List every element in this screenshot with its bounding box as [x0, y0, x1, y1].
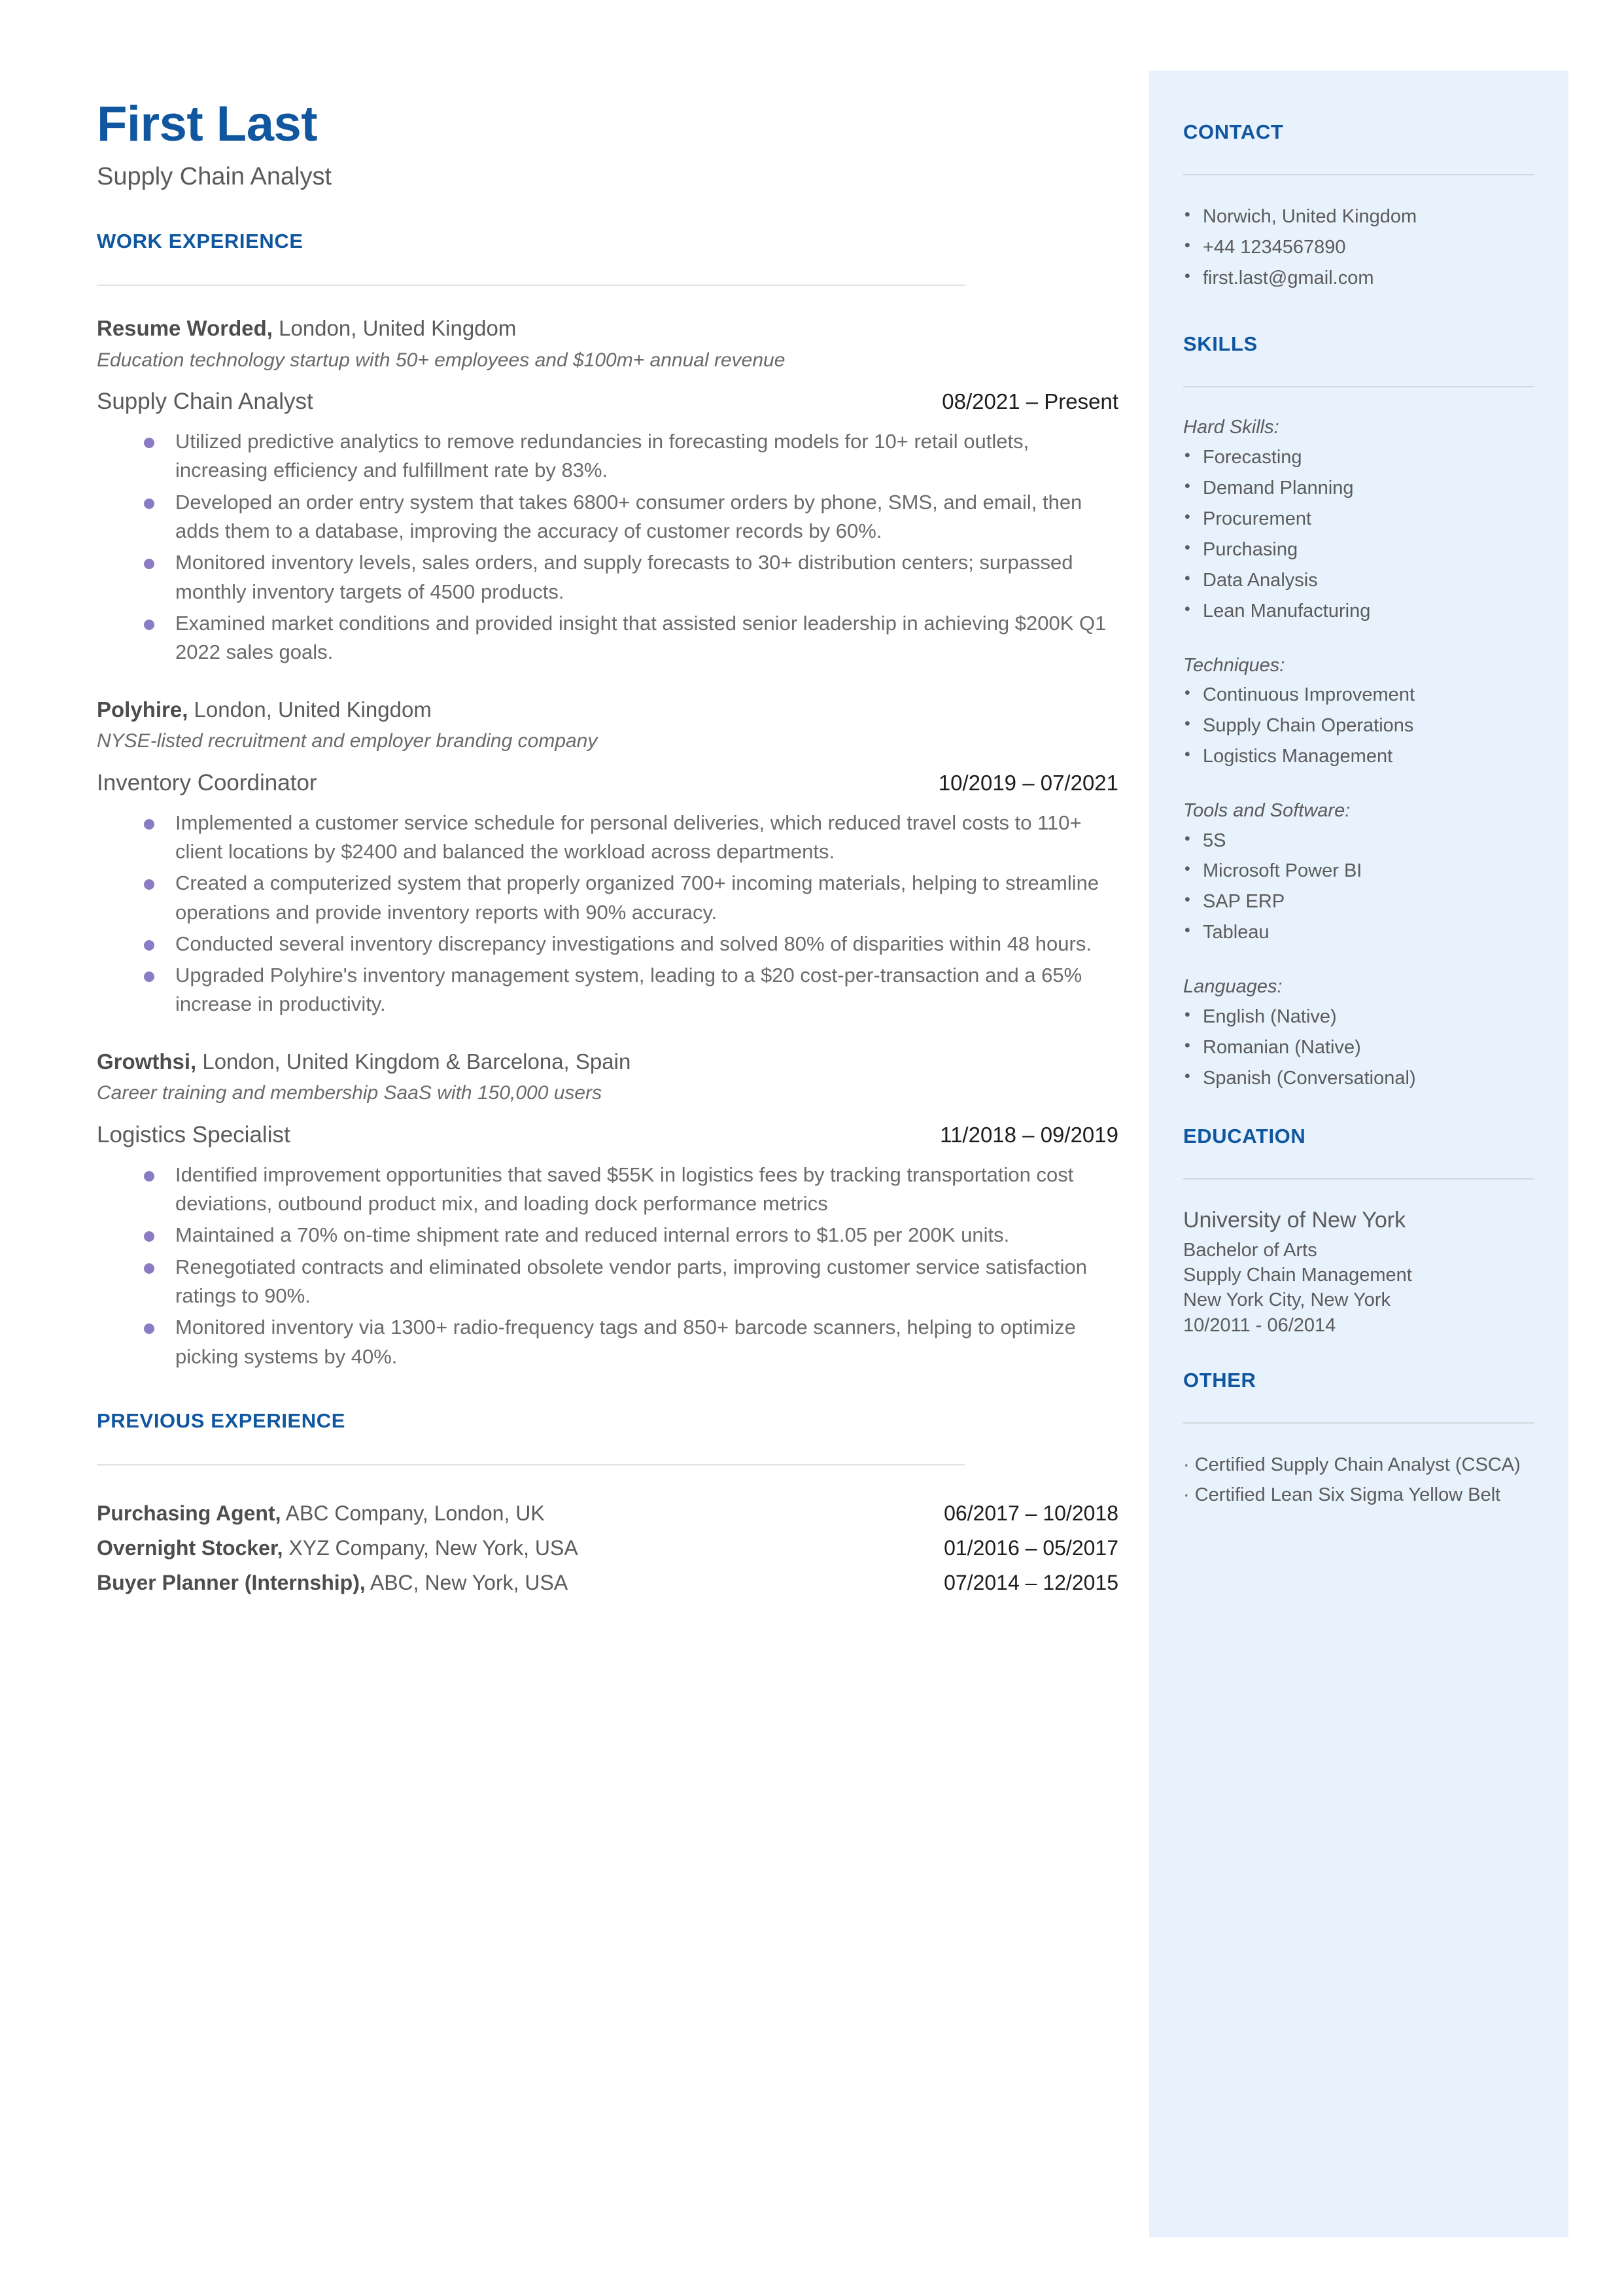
job-company-description: NYSE-listed recruitment and employer branding company: [97, 730, 598, 752]
job-company-line: [97, 315, 1118, 342]
contact-list: [1183, 201, 1534, 294]
education-section: [1183, 1124, 1534, 1338]
skill-item: • Spanish (Conversational): [1183, 1063, 1534, 1094]
skill-group-label: Languages:: [1183, 976, 1283, 998]
previous-experience-row: [97, 1569, 1118, 1597]
skill-item: • Lean Manufacturing: [1183, 596, 1534, 627]
skill-item: • Logistics Management: [1183, 741, 1534, 772]
skill-item: • Continuous Improvement: [1183, 680, 1534, 710]
job-company-line: [97, 1048, 1118, 1075]
job-title: Supply Chain Analyst: [97, 389, 313, 415]
skill-item: • Romanian (Native): [1183, 1032, 1534, 1063]
skill-group-label: Techniques:: [1183, 654, 1285, 676]
other-divider: [1183, 1422, 1534, 1424]
other-item: · Certified Lean Six Sigma Yellow Belt: [1183, 1484, 1501, 1506]
skill-item: • Data Analysis: [1183, 565, 1534, 596]
skills-section: [1183, 332, 1534, 1094]
job-company-description: Career training and membership SaaS with 150,000 users: [97, 1082, 602, 1104]
skill-group-hard-skills: [1183, 413, 1534, 626]
job-entry: [97, 315, 1118, 667]
job-title-row: [97, 1121, 1118, 1149]
previous-role-line: [97, 1569, 568, 1597]
skill-list: [1183, 826, 1534, 949]
job-title-row: [97, 769, 1118, 797]
job-bullet: Created a computerized system that properly organized 700+ incoming materials, helping to streamline operations and provide inventory reports with 90% accuracy.: [144, 869, 1118, 927]
contact-divider: [1183, 174, 1534, 175]
spacer: [1183, 1094, 1534, 1124]
skills-divider: [1183, 386, 1534, 387]
contact-item-email: • first.last@gmail.com: [1183, 263, 1534, 294]
other-heading: OTHER: [1183, 1368, 1256, 1392]
job-bullet: Utilized predictive analytics to remove redundancies in forecasting models for 10+ retail outlets, increasing efficiency and fulfillment rate by 83%.: [144, 427, 1118, 485]
job-bullet-list: [97, 427, 1118, 667]
contact-section: [1183, 120, 1534, 294]
skill-item: • Procurement: [1183, 504, 1534, 534]
previous-role-detail: ABC, New York, USA: [365, 1571, 568, 1595]
contact-item-location: • Norwich, United Kingdom: [1183, 201, 1534, 232]
skill-item: • English (Native): [1183, 1002, 1534, 1032]
job-bullet-list: [97, 1161, 1118, 1371]
job-title-row: [97, 388, 1118, 415]
previous-role-dates: 07/2014 – 12/2015: [944, 1571, 1118, 1595]
education-divider: [1183, 1178, 1534, 1180]
skill-group-tools-and-software: [1183, 797, 1534, 948]
skill-list: [1183, 680, 1534, 772]
job-bullet: Maintained a 70% on-time shipment rate and reduced internal errors to $1.05 per 200K units.: [144, 1221, 1118, 1250]
job-bullet: Identified improvement opportunities that saved $55K in logistics fees by tracking transportation cost deviations, outbound product mix, and loading dock performance metrics: [144, 1161, 1118, 1219]
job-company-line: [97, 696, 1118, 723]
skill-item: • Demand Planning: [1183, 473, 1534, 504]
education-field: Supply Chain Management: [1183, 1265, 1412, 1286]
education-location: New York City, New York: [1183, 1289, 1391, 1311]
previous-experience-heading: PREVIOUS EXPERIENCE: [97, 1409, 346, 1432]
education-school: University of New York: [1183, 1207, 1406, 1233]
previous-role-title: Purchasing Agent,: [97, 1501, 281, 1525]
previous-experience-list: [97, 1499, 1118, 1598]
skill-group-techniques: [1183, 652, 1534, 772]
job-bullet: Monitored inventory via 1300+ radio-frequency tags and 850+ barcode scanners, helping to optimize picking systems by 40%.: [144, 1313, 1118, 1371]
skill-item: • 5S: [1183, 826, 1534, 856]
skill-item: • Microsoft Power BI: [1183, 856, 1534, 886]
job-bullet: Developed an order entry system that takes 6800+ consumer orders by phone, SMS, and email, then adds them to a database, improving the accuracy of customer records by 60%.: [144, 488, 1118, 546]
previous-role-detail: XYZ Company, New York, USA: [283, 1536, 578, 1560]
skill-group-label: Hard Skills:: [1183, 417, 1279, 438]
skill-item: • Forecasting: [1183, 442, 1534, 473]
previous-experience-divider: [97, 1464, 965, 1465]
previous-role-line: [97, 1499, 545, 1528]
education-dates: 10/2011 - 06/2014: [1183, 1314, 1336, 1336]
previous-role-detail: ABC Company, London, UK: [281, 1501, 545, 1525]
job-company-description: Education technology startup with 50+ employees and $100m+ annual revenue: [97, 349, 786, 371]
previous-experience-row: [97, 1534, 1118, 1562]
previous-role-title: Overnight Stocker,: [97, 1536, 283, 1560]
job-company-name: Resume Worded,: [97, 316, 273, 341]
skills-heading: SKILLS: [1183, 332, 1258, 356]
previous-role-dates: 01/2016 – 05/2017: [944, 1536, 1118, 1560]
page-title: First Last: [97, 96, 318, 152]
job-dates: 11/2018 – 09/2019: [940, 1122, 1118, 1147]
job-bullet-list: [97, 809, 1118, 1019]
previous-role-line: [97, 1534, 578, 1562]
job-bullet: Examined market conditions and provided insight that assisted senior leadership in achieving $200K Q1 2022 sales goals.: [144, 609, 1118, 667]
sidebar: [1149, 71, 1568, 2237]
job-entry: [97, 696, 1118, 1019]
job-title: Inventory Coordinator: [97, 769, 317, 796]
job-company-name: Polyhire,: [97, 697, 188, 722]
work-experience-heading: WORK EXPERIENCE: [97, 230, 303, 253]
job-bullet: Upgraded Polyhire's inventory management system, leading to a $20 cost-per-transaction and a 65% increase in productivity.: [144, 961, 1118, 1019]
work-experience-divider: [97, 285, 965, 286]
other-list: [1183, 1450, 1534, 1511]
job-title: Logistics Specialist: [97, 1121, 290, 1148]
contact-heading: CONTACT: [1183, 120, 1284, 143]
education-degree: Bachelor of Arts: [1183, 1239, 1317, 1261]
job-dates: 08/2021 – Present: [942, 389, 1118, 414]
other-item: · Certified Supply Chain Analyst (CSCA): [1183, 1454, 1521, 1476]
previous-role-dates: 06/2017 – 10/2018: [944, 1501, 1118, 1525]
skill-list: [1183, 442, 1534, 627]
job-bullet: Implemented a customer service schedule for personal deliveries, which reduced travel costs to 110+ client locations by $2400 and balanced the workload across departments.: [144, 809, 1118, 867]
job-company-location: London, United Kingdom: [272, 316, 517, 341]
skill-item: • Tableau: [1183, 917, 1534, 948]
job-bullet: Renegotiated contracts and eliminated obsolete vendor parts, improving customer service satisfaction ratings to 90%.: [144, 1253, 1118, 1311]
job-bullet: Monitored inventory levels, sales orders, and supply forecasts to 30+ distribution centers; surpassed monthly inventory targets of 4500 products.: [144, 548, 1118, 606]
spacer: [1183, 294, 1534, 332]
headline: Supply Chain Analyst: [97, 162, 332, 190]
previous-experience-row: [97, 1499, 1118, 1528]
job-company-name: Growthsi,: [97, 1049, 197, 1074]
job-entry: [97, 1048, 1118, 1371]
education-heading: EDUCATION: [1183, 1124, 1306, 1148]
main-column: [97, 98, 1118, 1603]
skill-item: • Purchasing: [1183, 534, 1534, 565]
job-company-location: London, United Kingdom & Barcelona, Spain: [196, 1049, 631, 1074]
skill-item: • Supply Chain Operations: [1183, 710, 1534, 741]
previous-role-title: Buyer Planner (Internship),: [97, 1571, 366, 1595]
skill-list: [1183, 1002, 1534, 1094]
skill-item: • SAP ERP: [1183, 886, 1534, 917]
skill-group-label: Tools and Software:: [1183, 800, 1351, 821]
job-dates: 10/2019 – 07/2021: [938, 770, 1118, 795]
other-section: [1183, 1368, 1534, 1511]
contact-item-phone: • +44 1234567890: [1183, 232, 1534, 263]
job-company-location: London, United Kingdom: [188, 697, 432, 722]
spacer: [1183, 1338, 1534, 1368]
skill-group-languages: [1183, 973, 1534, 1093]
job-bullet: Conducted several inventory discrepancy investigations and solved 80% of disparities within 48 hours.: [144, 930, 1118, 958]
